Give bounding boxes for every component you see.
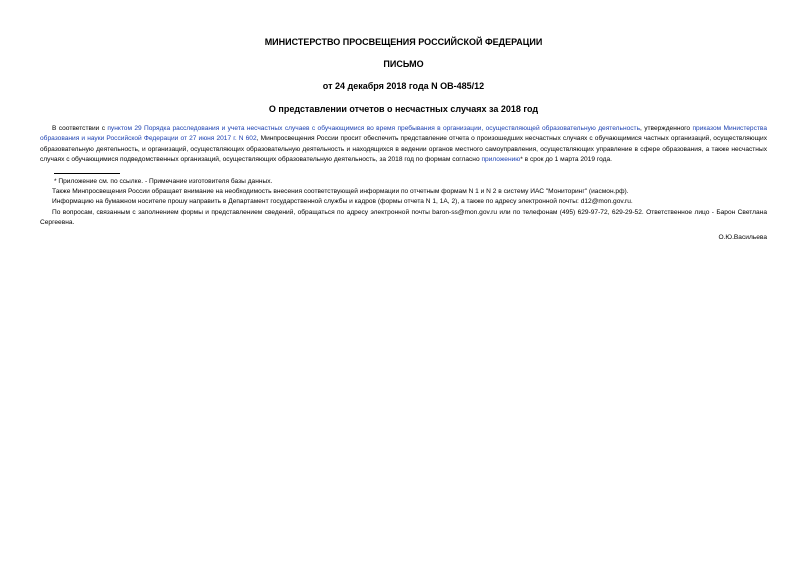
link-order-point-29[interactable]: пунктом 29 Порядка расследования и учета несчастных случаев с обучающимися во время пребывания в организации, осуществляющей образовательную деятельность — [107, 125, 641, 132]
document-subject: О представлении отчетов о несчастных случаях за 2018 год — [268, 104, 539, 114]
link-appendix[interactable]: приложению — [481, 156, 521, 164]
paragraph-paper-submission: Информацию на бумажном носителе прошу направить в Департамент государственной службы и кадров (формы отчета N 1, 1А, 2), а также по адресу электронной почты: d12@mon.gov.ru. — [52, 198, 633, 206]
main-paragraph-text-1: В соответствии с — [52, 125, 108, 132]
signature: О.Ю.Васильева — [718, 233, 767, 241]
document-type: ПИСЬМО — [383, 59, 424, 69]
main-paragraph-text-4: * в срок до 1 марта 2019 года. — [520, 156, 612, 164]
document-date-number: от 24 декабря 2018 года N ОВ-485/12 — [322, 81, 485, 91]
paragraph-contacts: По вопросам, связанным с заполнением формы и представлением сведений, обращаться по адресу электронной почты baron-ss@mon.gov.ru или по телефонам (495) 629-97-72, 629-29-52. Ответственное лицо - Барон Светлана Сергеевна. — [40, 208, 767, 227]
footnote-divider — [54, 173, 120, 174]
link-ministry-order-602[interactable]: приказом Министерства образования и науки Российской Федерации от 27 июня 2017 г. N 602 — [40, 125, 768, 143]
main-paragraph — [40, 124, 767, 166]
main-paragraph-text-2: , утвержденного — [640, 125, 693, 132]
organization-heading: МИНИСТЕРСТВО ПРОСВЕЩЕНИЯ РОССИЙСКОЙ ФЕДЕРАЦИИ — [264, 37, 543, 47]
main-paragraph-text-3: , Минпросвещения России просит обеспечить представление отчета о произошедших несчастных случаях с обучающимися частных организаций, осуществляющих образовательную деятельность, и организаций, осуществляющих образовательную деятельность и находящихся в ведении органов местного самоуправления, осуществляющих управление в сфере образования, а также несчастных случаях с обучающимися подведомственных организаций, осуществляющих образовательную деятельность, за 2018 год по формам согласно — [40, 135, 767, 164]
paragraph-monitoring: Также Минпросвещения России обращает внимание на необходимость внесения соответствующей информации по отчетным формам N 1 и N 2 в систему ИАС "Мониторинг" (иасмон.рф). — [52, 188, 629, 196]
footnote: * Приложение см. по ссылке. - Примечание изготовителя базы данных. — [54, 177, 273, 185]
